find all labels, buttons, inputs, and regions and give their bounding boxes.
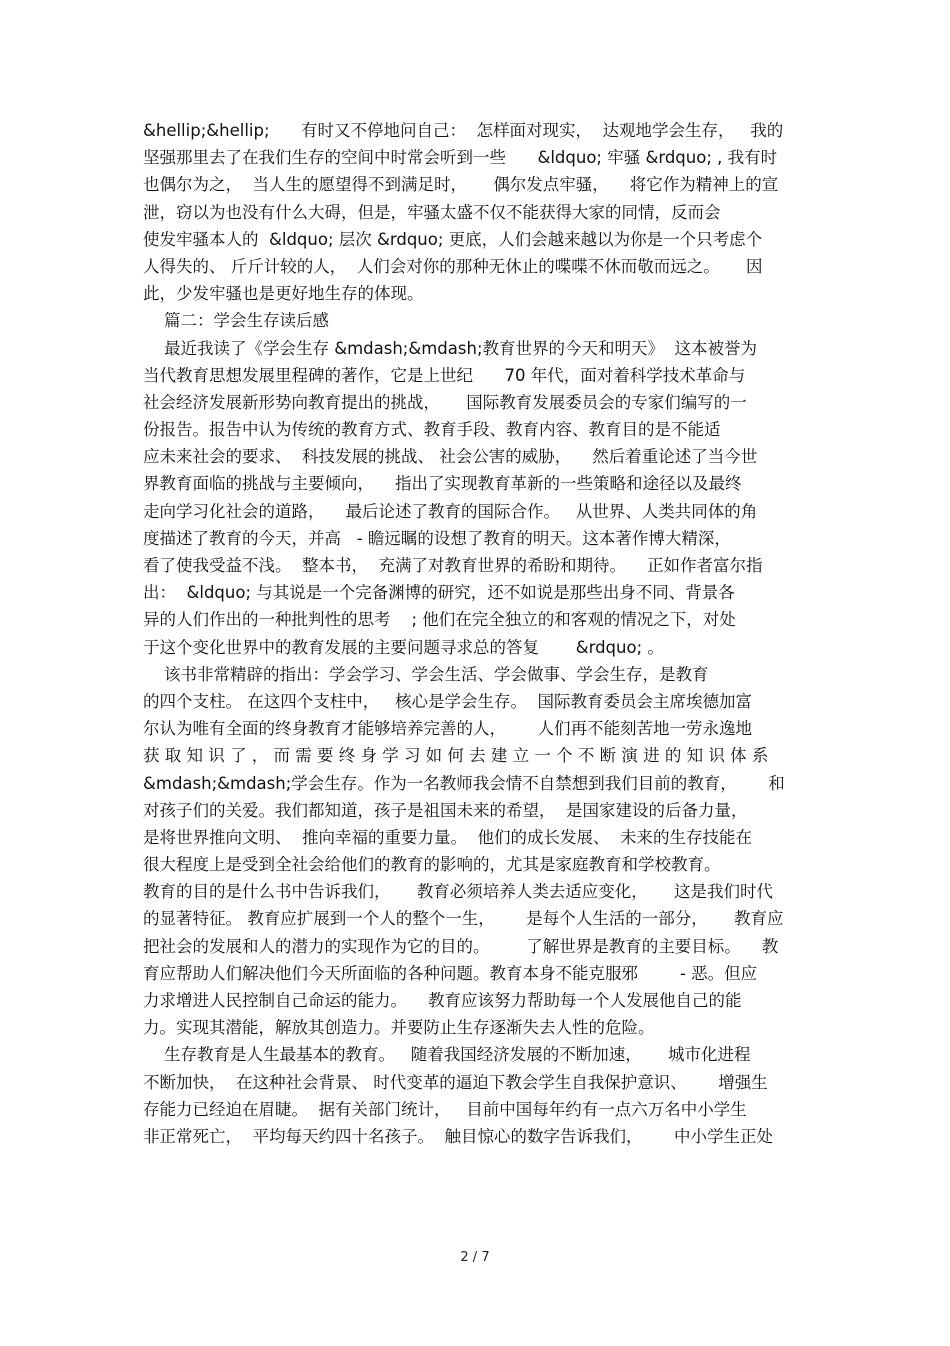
text-line: 把社会的发展和人的潜力的实现作为它的目的。 了解世界是教育的主要目标。 教 xyxy=(143,936,779,956)
text-line: 该书非常精辟的指出：学会学习、学会生活、学会做事、学会生存，是教育 xyxy=(143,664,709,684)
text-line: 生存教育是人生最基本的教育。 随着我国经济发展的不断加速， 城市化进程 xyxy=(143,1045,751,1065)
text-line: 的显著特征。 教育应扩展到一个人的整个一生， 是每个人生活的一部分， 教育应 xyxy=(143,909,784,929)
text-line: 出： &ldquo; 与其说是一个完备渊博的研究，还不如说是那些出身不同、背景各 xyxy=(143,583,735,603)
text-line: 的四个支柱。 在这四个支柱中， 核心是学会生存。 国际教育委员会主席埃德加富 xyxy=(143,691,752,711)
text-line: 人得失的、 斤斤计较的人， 人们会对你的那种无休止的喋喋不休而敬而远之。 因 xyxy=(143,256,763,276)
text-line: 当代教育思想发展里程碑的著作，它是上世纪 70 年代，面对着科学技术革命与 xyxy=(143,365,746,385)
text-line: &mdash;&mdash;学会生存。作为一名教师我会情不自禁想到我们目前的教育， 和 xyxy=(143,773,785,793)
text-line: 也偶尔为之， 当人生的愿望得不到满足时， 偶尔发点牢骚， 将它作为精神上的宣 xyxy=(143,175,779,195)
text-line: &hellip;&hellip; 有时又不停地问自己： 怎样面对现实， 达观地学会生存， 我的 xyxy=(143,121,784,140)
text-line: 泄，窃以为也没有什么大碍，但是，牢骚太盛不仅不能获得大家的同情，反而会 xyxy=(143,202,721,222)
text-line: 坚强那里去了在我们生存的空间中时常会听到一些 &ldquo; 牢骚 &rdquo; , 我有时 xyxy=(143,148,778,168)
text-line: 非正常死亡， 平均每天约四十名孩子。 触目惊心的数字告诉我们， 中小学生正处 xyxy=(143,1126,773,1146)
text-line: 走向学习化社会的道路， 最后论述了教育的国际合作。 从世界、人类共同体的角 xyxy=(143,501,758,521)
text-line: 度描述了教育的今天，并高 - 瞻远瞩的设想了教育的明天。这本著作博大精深， xyxy=(143,528,731,548)
text-line: 尔认为唯有全面的终身教育才能够培养完善的人， 人们再不能刻苦地一劳永逸地 xyxy=(143,719,752,739)
text-line: 力。实现其潜能，解放其创造力。并要防止生存逐渐失去人性的危险。 xyxy=(143,1018,655,1038)
text-line: 此，少发牢骚也是更好地生存的体现。 xyxy=(143,284,424,304)
document-body xyxy=(143,117,808,1150)
text-line: 异的人们作出的一种批判性的思考 ; 他们在完全独立的和客观的情况之下，对处 xyxy=(143,610,736,630)
text-line: 教育的目的是什么书中告诉我们， 教育必须培养人类去适应变化， 这是我们时代 xyxy=(143,882,773,902)
text-line: 最近我读了《学会生存 &mdash;&mdash;教育世界的今天和明天》 这本被誉为 xyxy=(143,338,757,358)
page-number: 2 / 7 xyxy=(460,1250,490,1265)
text-line: 界教育面临的挑战与主要倾向， 指出了实现教育革新的一些策略和途径以及最终 xyxy=(143,474,742,494)
text-line: 力求增进人民控制自己命运的能力。 教育应该努力帮助每一个人发展他自己的能 xyxy=(143,991,742,1010)
text-line: 篇二：学会生存读后感 xyxy=(143,311,329,331)
text-line: 使发牢骚本人的 &ldquo; 层次 &rdquo; 更底，人们会越来越以为你是一个只考虑个 xyxy=(143,229,763,249)
text-line: 应未来社会的要求、 科技发展的挑战、 社会公害的威胁， 然后着重论述了当今世 xyxy=(143,447,758,467)
text-line: 育应帮助人们解决他们今天所面临的各种问题。教育本身不能克服邪 - 恶。但应 xyxy=(143,963,758,983)
text-line: 不断加快， 在这种社会背景、 时代变革的逼迫下教会学生自我保护意识、 增强生 xyxy=(143,1072,768,1092)
text-line: 存能力已经迫在眉睫。 据有关部门统计， 目前中国每年约有一点六万名中小学生 xyxy=(143,1099,747,1119)
text-line: 社会经济发展新形势向教育提出的挑战， 国际教育发展委员会的专家们编写的一 xyxy=(143,392,747,412)
text-line: 看了使我受益不浅。 整本书， 充满了对教育世界的希盼和期待。 正如作者富尔指 xyxy=(143,556,763,575)
text-line: 是将世界推向文明、 推向幸福的重要力量。 他们的成长发展、 未来的生存技能在 xyxy=(143,827,752,847)
text-line: 很大程度上是受到全社会给他们的教育的影响的，尤其是家庭教育和学校教育。 xyxy=(143,855,721,875)
text-line: 于这个变化世界中的教育发展的主要问题寻求总的答复 &rdquo; 。 xyxy=(143,637,664,657)
text-line: 份报告。报告中认为传统的教育方式、教育手段、教育内容、教育目的是不能适 xyxy=(143,420,721,440)
text-line: 获 取 知 识 了 ， 而 需 要 终 身 学 习 如 何 去 建 立 一 个 不 断 演 进 的 知 识 体 系 xyxy=(143,746,769,766)
text-line: 对孩子们的关爱。我们都知道，孩子是祖国未来的希望， 是国家建设的后备力量， xyxy=(143,800,748,820)
